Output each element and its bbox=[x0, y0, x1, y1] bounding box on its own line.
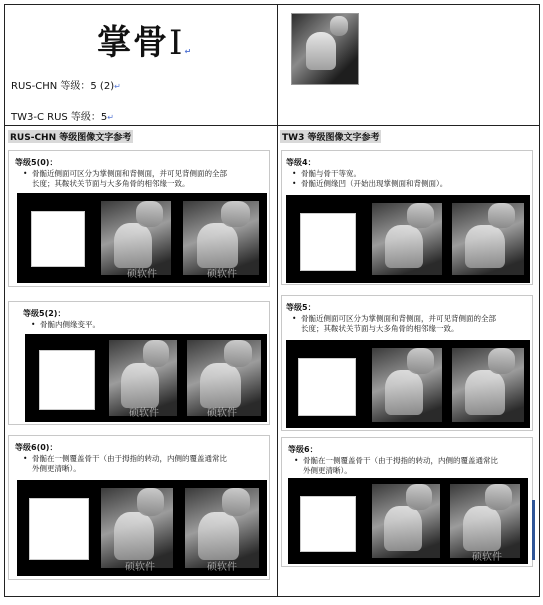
panel-title: 等级5(0)： bbox=[15, 158, 58, 167]
xray-image bbox=[185, 488, 259, 568]
column-divider bbox=[277, 5, 278, 596]
left-panel-grade-5-0 bbox=[8, 150, 270, 287]
xray-image bbox=[183, 201, 259, 275]
panel-title: 等级5： bbox=[286, 303, 316, 312]
right-panel-grade-4 bbox=[281, 150, 533, 285]
document-table bbox=[4, 4, 540, 597]
bone-sketch bbox=[39, 350, 95, 410]
panel-title: 等级4： bbox=[286, 158, 316, 167]
grade-figure bbox=[288, 478, 528, 564]
panel-description: • 骨骺近侧面可区分为掌侧面和背侧面，并可见背侧面的全部 长度；其鞍状关节面与大多角骨的相邻缘一致。 bbox=[23, 169, 227, 188]
rus-chn-grade: RUS-CHN 等级：5 (2)↵ bbox=[11, 81, 121, 92]
paragraph-mark: ↵ bbox=[184, 47, 194, 56]
panel-description: • 骨骺与骨干等宽。 • 骨骺近侧缘凹（开始出现掌侧面和背侧面）。 bbox=[292, 169, 448, 188]
panel-description: • 骨骺在一侧覆盖骨干（由于拇指的转动，内侧的覆盖通常比 外侧更清晰）。 bbox=[294, 456, 498, 475]
panel-title: 等级5(2)： bbox=[23, 309, 66, 318]
xray-image bbox=[372, 348, 442, 422]
panel-title: 等级6： bbox=[288, 445, 318, 454]
bone-sketch bbox=[298, 358, 356, 416]
xray-image bbox=[450, 484, 520, 558]
xray-image bbox=[452, 348, 524, 422]
right-section-heading: TW3 等级图像文字参考 bbox=[280, 130, 381, 143]
right-panel-grade-6 bbox=[281, 437, 533, 567]
grade-figure bbox=[286, 340, 530, 428]
scrollbar-thumb[interactable] bbox=[532, 500, 535, 560]
grade-figure bbox=[25, 334, 267, 422]
xray-image bbox=[372, 203, 442, 275]
grade-figure bbox=[17, 193, 267, 283]
bone-title bbox=[97, 15, 193, 64]
panel-description: • 骨骺近侧面可区分为掌侧面和背侧面，并可见背侧面的全部 长度；其鞍状关节面与大多角骨的相邻缘一致。 bbox=[292, 314, 496, 333]
right-panel-grade-5 bbox=[281, 295, 533, 431]
xray-image bbox=[372, 484, 440, 558]
left-panel-grade-5-2 bbox=[8, 301, 270, 425]
grade-figure bbox=[286, 195, 530, 283]
bone-sketch bbox=[29, 498, 89, 560]
watermark: 硕软件 bbox=[127, 269, 157, 280]
tw3-grade: TW3-C RUS 等级：5↵ bbox=[11, 112, 114, 123]
left-panel-grade-6-0 bbox=[8, 435, 270, 580]
watermark: 硕软件 bbox=[207, 562, 237, 573]
left-section-heading: RUS-CHN 等级图像文字参考 bbox=[8, 130, 133, 143]
bone-sketch bbox=[31, 211, 85, 267]
panel-description: • 骨骺内侧缘变平。 bbox=[31, 320, 100, 329]
watermark: 硕软件 bbox=[472, 552, 502, 563]
title-roman: I bbox=[169, 23, 185, 63]
xray-image bbox=[101, 201, 171, 275]
panel-description: • 骨骺在一侧覆盖骨干（由于拇指的转动，内侧的覆盖通常比 外侧更清晰）。 bbox=[23, 454, 227, 473]
bone-sketch bbox=[300, 213, 356, 271]
watermark: 硕软件 bbox=[125, 562, 155, 573]
grade-figure bbox=[17, 480, 267, 576]
reference-xray-thumbnail bbox=[291, 13, 359, 85]
watermark: 硕软件 bbox=[129, 408, 159, 419]
bone-sketch bbox=[300, 496, 356, 552]
xray-image bbox=[452, 203, 524, 275]
row-divider bbox=[5, 125, 539, 126]
watermark: 硕软件 bbox=[207, 269, 237, 280]
xray-image bbox=[101, 488, 173, 568]
title-cn: 掌骨 bbox=[97, 23, 169, 63]
panel-title: 等级6(0)： bbox=[15, 443, 58, 452]
watermark: 硕软件 bbox=[207, 408, 237, 419]
